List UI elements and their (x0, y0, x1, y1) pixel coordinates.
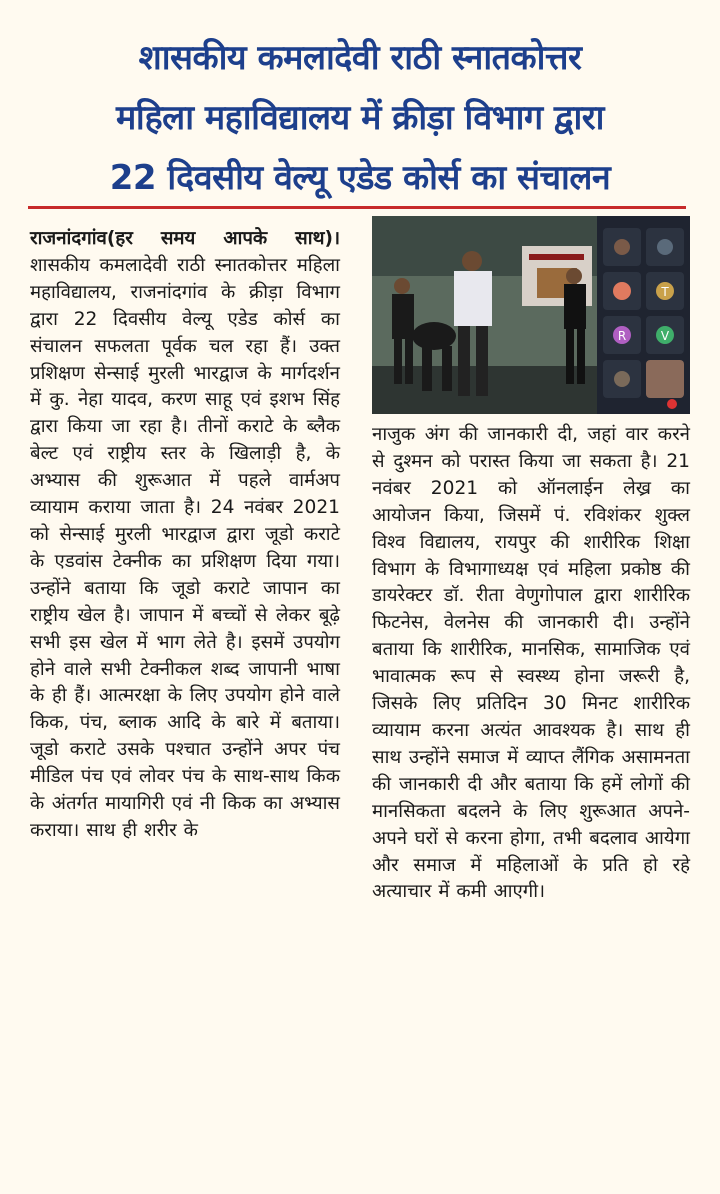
headline (28, 28, 692, 208)
participant-avatar-2 (657, 239, 673, 255)
article-body-left: शासकीय कमलादेवी राठी स्नातकोत्तर महिला महाविद्यालय, राजनांदगांव के क्रीड़ा विभाग द्वारा 22 दिवसीय वेल्यू एडेड कोर्स का संचालन सफलता पूर्वक चल रहा हैं। उक्त प्रशिक्षण सेन्साई मुरली भारद्वाज के मार्गदर्शन में कु. नेहा यादव, करण साहू एवं इशभ सिंह द्वारा किया जा रहा है। तीनों कराटे के ब्लैक बेल्ट एवं राष्ट्रीय स्तर के खिलाड़ी है, के अभ्यास की शुरूआत में पहले वार्मअप व्यायाम कराया जाता है। 24 नवंबर 2021 को सेन्साई मुरली भारद्वाज द्वारा जूडो कराटे के एडवांस टेक्नीक का प्रशिक्षण दिया गया। उन्होंने बताया कि जूडो कराटे जापान का राष्ट्रीय खेल है। जापान में बच्चों से लेकर बूढ़े सभी इस खेल में भाग लेते है। इसमें उपयोग होने वाले सभी टेक्नीकल शब्द जापानी भाषा के ही हैं। आत्मरक्षा के लिए उपयोग होने वाले किक, पंच, ब्लाक आदि के बारे में बताया। जूडो कराटे उसके पश्चात उन्होंने अपर पंच मीडिल पंच एवं लोवर पंच के साथ-साथ किक के अंतर्गत मायागिरी एवं नी किक का अभ्यास कराया। साथ ही शरीर के (30, 254, 340, 841)
participant-avatar-3 (613, 282, 631, 300)
headline-line-3: 22 दिवसीय वेल्यू एडेड कोर्स का संचालन (109, 158, 611, 198)
banner-stripe (529, 254, 584, 260)
participant-avatar-4 (614, 371, 630, 387)
headline-divider (28, 206, 686, 209)
article-photo (372, 216, 690, 414)
dateline: राजनांदगांव(हर समय आपके साथ)। (30, 228, 340, 249)
karate-class-photo (372, 216, 690, 414)
headline-line-1: शासकीय कमलादेवी राठी स्नातकोत्तर (138, 38, 582, 78)
participant-avatar-1 (614, 239, 630, 255)
article-column-left (30, 226, 340, 845)
headline-line-2: महिला महाविद्यालय में क्रीड़ा विभाग द्वारा (115, 98, 604, 138)
article-column-right (372, 422, 690, 906)
article-body-right: नाजुक अंग की जानकारी दी, जहां वार करने से दुश्मन को परास्त किया जा सकता है। 21 नवंबर 2021 को ऑनलाईन लेख्र का आयोजन किया, जिसमें पं. रविशंकर शुक्ल विश्व विद्यालय, रायपुर की शारीरिक शिक्षा विभाग के विभागाध्यक्ष एवं महिला प्रकोष्ठ की डायरेक्टर डॉ. रीता वेणुगोपाल द्वारा शारीरिक फिटनेस, वेलनेस की जानकारी दी। उन्होंने बताया कि शारीरिक, मानसिक, सामाजिक एवं भावात्मक रूप से स्वस्थ्य होना जरूरी है, जिसके लिए प्रतिदिन 30 मिनट शारीरिक व्यायाम करना अत्यंत आवश्यक है। साथ ही साथ उन्होंने समाज में व्याप्त लैंगिक असामनता की जानकारी दी और बताया कि हमें लोगों की मानसिकता बदलने के लिए शुरूआत अपने-अपने घरों से करना होगा, तभी बदलाव आयेगा और समाज में महिलाओं के प्रति हो रहे अत्याचार में कमी आएगी। (372, 424, 690, 903)
participant-initial-r: R (617, 329, 627, 343)
participant-initial-v: V (660, 329, 670, 343)
end-call-icon (667, 399, 677, 409)
participant-initial-t: T (661, 285, 669, 299)
